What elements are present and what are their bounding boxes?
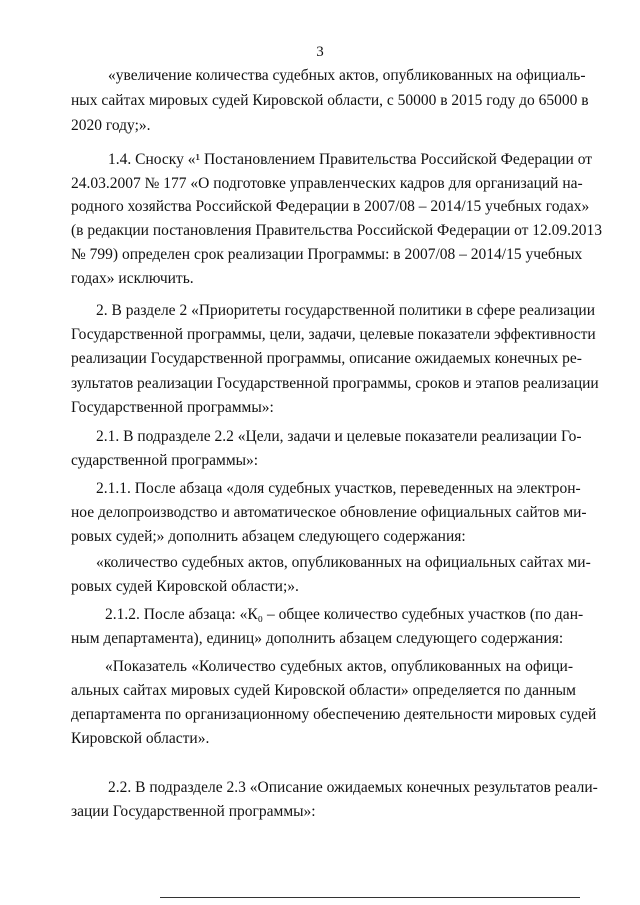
text-line: (в редакции постановления Правительства Российской Федерации от 12.09.2013 — [71, 222, 603, 239]
text-line: годах» исключить. — [71, 270, 194, 287]
text-line: Государственной программы»: — [71, 399, 274, 416]
text-line: сударственной программы»: — [71, 452, 259, 469]
text-line: департамента по организационному обеспечению деятельности мировых судей — [71, 706, 597, 723]
text-line: 2. В разделе 2 «Приоритеты государственной политики в сфере реализации — [96, 302, 595, 319]
text-line: 24.03.2007 № 177 «О подготовке управленческих кадров для организаций на- — [71, 175, 583, 192]
text-line: 2.2. В подразделе 2.3 «Описание ожидаемых конечных результатов реали- — [108, 779, 598, 796]
text-line: 2.1.2. После абзаца: «К₀ – общее количество судебных участков (по дан- — [105, 606, 584, 623]
text-line: Государственной программы, цели, задачи, целевые показатели эффективности — [71, 326, 596, 343]
text-line: родного хозяйства Российской Федерации в 2007/08 – 2014/15 учебных годах» — [71, 198, 590, 215]
text-line: реализации Государственной программы, описание ожидаемых конечных ре- — [71, 350, 582, 367]
text-line: «Показатель «Количество судебных актов, опубликованных на офици- — [105, 658, 573, 675]
text-line: 2020 году;». — [71, 117, 151, 134]
text-line: № 799) определен срок реализации Программы: в 2007/08 – 2014/15 учебных — [71, 246, 583, 263]
text-line: 2.1.1. После абзаца «доля судебных участков, переведенных на электрон- — [96, 480, 581, 497]
text-line: «увеличение количества судебных актов, опубликованных на официаль- — [108, 67, 586, 84]
text-line: ровых судей;» дополнить абзацем следующего содержания: — [71, 528, 466, 545]
text-line: 2.1. В подразделе 2.2 «Цели, задачи и целевые показатели реализации Го- — [96, 428, 582, 445]
text-line: ных сайтах мировых судей Кировской области, с 50000 в 2015 году до 65000 в — [71, 92, 589, 109]
page-number: 3 — [316, 44, 324, 60]
text-line: ровых судей Кировской области;». — [71, 578, 299, 595]
text-line: Кировской области». — [71, 730, 210, 747]
bottom-rule — [160, 897, 580, 898]
text-line: зации Государственной программы»: — [71, 803, 316, 820]
text-line: альных сайтах мировых судей Кировской области» определяется по данным — [71, 682, 576, 699]
text-line: 1.4. Сноску «¹ Постановлением Правительства Российской Федерации от — [108, 151, 593, 168]
text-line: зультатов реализации Государственной программы, сроков и этапов реализации — [71, 375, 599, 392]
text-line: ным департамента), единиц» дополнить абзацем следующего содержания: — [71, 630, 564, 647]
text-line: «количество судебных актов, опубликованных на официальных сайтах ми- — [96, 554, 591, 571]
text-line: ное делопроизводство и автоматическое обновление официальных сайтов ми- — [71, 504, 587, 521]
